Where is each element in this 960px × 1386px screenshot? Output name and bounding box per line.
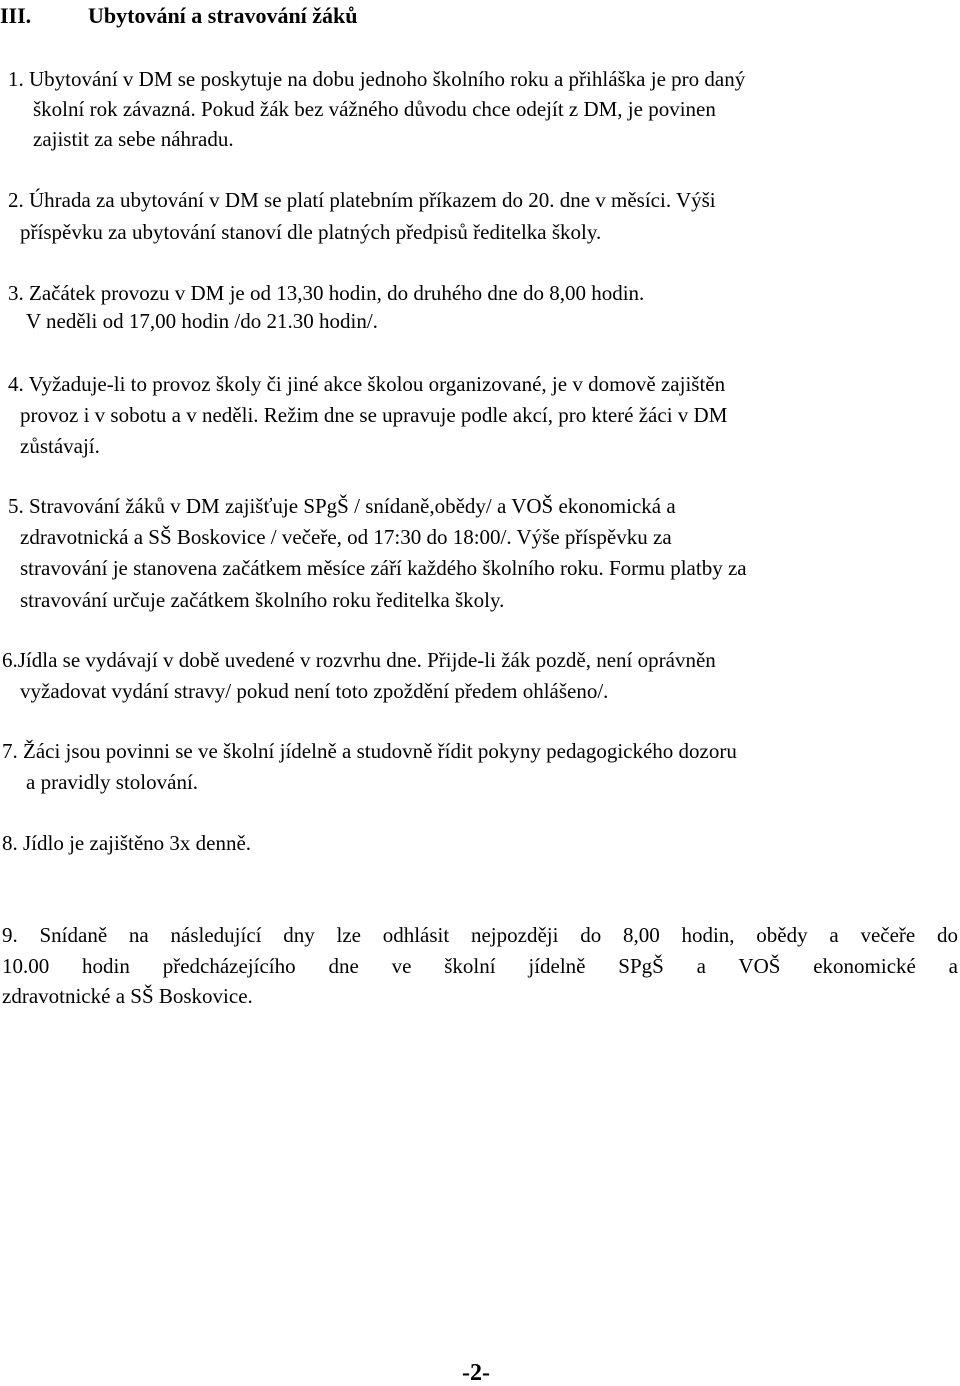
- item-7-line-1: 7. Žáci jsou povinni se ve školní jídelně a studovně řídit pokyny pedagogického dozoru: [2, 739, 737, 763]
- item-5-line-1: 5. Stravování žáků v DM zajišťuje SPgŠ / snídaně,obědy/ a VOŠ ekonomická a: [8, 494, 676, 518]
- item-4-line-1: 4. Vyžaduje-li to provoz školy či jiné akce školou organizované, je v domově zajištěn: [8, 372, 726, 396]
- item-9-line-1: 9. Snídaně na následující dny lze odhlásit nejpozději do 8,00 hodin, obědy a večeře do: [2, 923, 958, 947]
- item-5-line-4: stravování určuje začátkem školního roku ředitelka školy.: [20, 588, 505, 612]
- item-2-line-1: 2. Úhrada za ubytování v DM se platí platebním příkazem do 20. dne v měsíci. Výši: [8, 188, 716, 212]
- item-8-line-1: 8. Jídlo je zajištěno 3x denně.: [2, 831, 252, 855]
- item-7-line-2: a pravidly stolování.: [26, 770, 199, 794]
- item-6-line-2: vyžadovat vydání stravy/ pokud není toto zpoždění předem ohlášeno/.: [20, 679, 609, 703]
- section-title: Ubytování a stravování žáků: [88, 3, 358, 28]
- item-1-line-3: zajistit za sebe náhradu.: [33, 127, 234, 151]
- item-2-line-2: příspěvku za ubytování stanoví dle platných předpisů ředitelka školy.: [20, 220, 602, 244]
- item-5-line-2: zdravotnická a SŠ Boskovice / večeře, od 17:30 do 18:00/. Výše příspěvku za: [20, 525, 672, 549]
- item-4-line-2: provoz i v sobotu a v neděli. Režim dne se upravuje podle akcí, pro které žáci v DM: [20, 403, 728, 427]
- page-number: -2-: [462, 1360, 490, 1386]
- item-6-line-1: 6.Jídla se vydávají v době uvedené v rozvrhu dne. Přijde-li žák pozdě, není oprávněn: [2, 648, 716, 672]
- item-3-line-1: 3. Začátek provozu v DM je od 13,30 hodin, do druhého dne do 8,00 hodin.: [8, 281, 645, 305]
- item-9-line-3: zdravotnické a SŠ Boskovice.: [2, 984, 253, 1008]
- item-9-line-2: 10.00 hodin předcházejícího dne ve školní jídelně SPgŠ a VOŠ ekonomické a: [2, 954, 958, 978]
- item-3-line-2: V neděli od 17,00 hodin /do 21.30 hodin/.: [26, 309, 378, 333]
- item-1-line-2: školní rok závazná. Pokud žák bez vážného důvodu chce odejít z DM, je povinen: [33, 97, 716, 121]
- item-4-line-3: zůstávají.: [20, 434, 100, 458]
- item-5-line-3: stravování je stanovena začátkem měsíce září každého školního roku. Formu platby za: [20, 556, 747, 580]
- item-1-line-1: 1. Ubytování v DM se poskytuje na dobu jednoho školního roku a přihláška je pro daný: [8, 67, 746, 91]
- section-number: III.: [0, 3, 32, 28]
